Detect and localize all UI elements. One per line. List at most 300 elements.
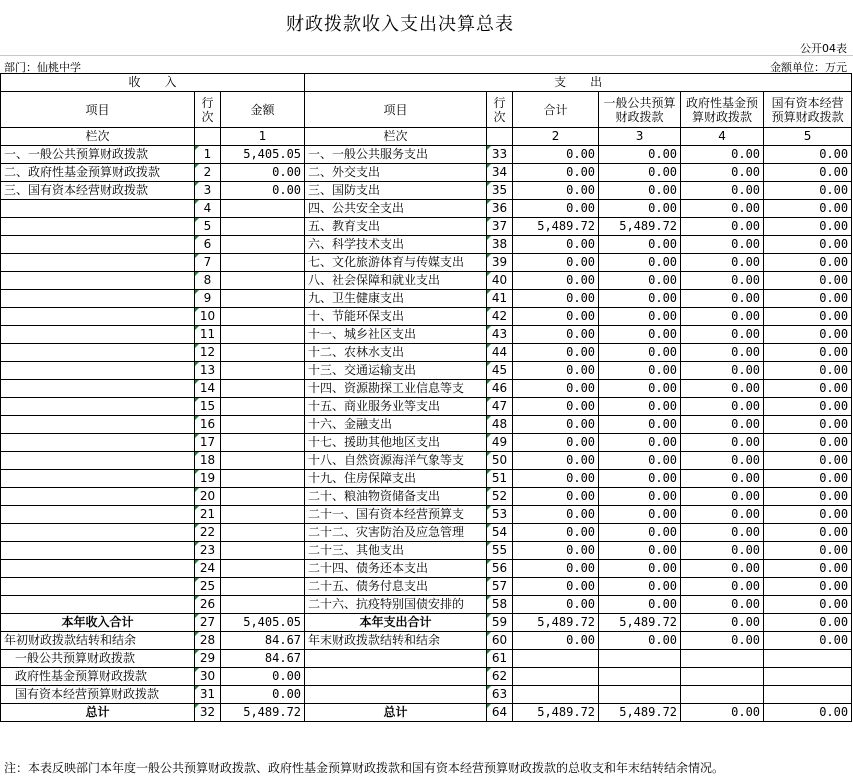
income-item-cell: [1, 524, 195, 542]
income-row-number: 14: [195, 380, 221, 398]
expense-row-number: 45: [487, 362, 513, 380]
income-item-cell: 政府性基金预算财政拨款: [1, 668, 195, 686]
income-amount-cell: 5,489.72: [221, 704, 305, 722]
lanci-empty: [195, 128, 221, 146]
gov-fund-cell: 0.00: [681, 632, 764, 650]
gov-fund-cell: [681, 650, 764, 668]
total-amount-cell: [513, 668, 599, 686]
income-item-cell: [1, 344, 195, 362]
state-capital-cell: 0.00: [764, 434, 852, 452]
income-row-number: 21: [195, 506, 221, 524]
state-capital-cell: 0.00: [764, 236, 852, 254]
total-amount-cell: 0.00: [513, 596, 599, 614]
general-budget-cell: 0.00: [599, 542, 681, 560]
general-budget-cell: 5,489.72: [599, 614, 681, 632]
general-budget-cell: 0.00: [599, 434, 681, 452]
total-amount-cell: 0.00: [513, 488, 599, 506]
income-row-number: 9: [195, 290, 221, 308]
state-capital-cell: 0.00: [764, 290, 852, 308]
income-item-cell: [1, 272, 195, 290]
expense-row-number: 56: [487, 560, 513, 578]
gov-fund-cell: 0.00: [681, 218, 764, 236]
state-capital-cell: [764, 650, 852, 668]
expense-item-cell: 十九、住房保障支出: [305, 470, 487, 488]
expense-item-cell: 六、科学技术支出: [305, 236, 487, 254]
income-amount-cell: [221, 236, 305, 254]
general-budget-cell: 0.00: [599, 632, 681, 650]
total-amount-cell: 0.00: [513, 632, 599, 650]
income-item-cell: [1, 542, 195, 560]
expense-item-cell: 五、教育支出: [305, 218, 487, 236]
income-item-cell: [1, 506, 195, 524]
general-budget-cell: 0.00: [599, 236, 681, 254]
expense-item-cell: 十二、农林水支出: [305, 344, 487, 362]
state-capital-cell: 0.00: [764, 632, 852, 650]
gov-fund-cell: 0.00: [681, 452, 764, 470]
income-item-cell: [1, 560, 195, 578]
report-title: 财政拨款收入支出决算总表: [286, 14, 514, 35]
table-row: [1, 632, 852, 650]
state-capital-cell: 0.00: [764, 344, 852, 362]
income-amount-cell: [221, 434, 305, 452]
general-budget-cell: 0.00: [599, 146, 681, 164]
income-row-number: 7: [195, 254, 221, 272]
expense-item-cell: 二十六、抗疫特别国债安排的: [305, 596, 487, 614]
table-row: [1, 560, 852, 578]
column-number-4: 4: [681, 128, 764, 146]
table-row: [1, 200, 852, 218]
expense-item-cell: 十一、城乡社区支出: [305, 326, 487, 344]
total-amount-cell: 0.00: [513, 380, 599, 398]
expense-row-number: 57: [487, 578, 513, 596]
income-amount-cell: [221, 488, 305, 506]
gov-fund-cell: 0.00: [681, 164, 764, 182]
income-row-number: 22: [195, 524, 221, 542]
table-row: [1, 308, 852, 326]
state-capital-cell: 0.00: [764, 272, 852, 290]
income-row-number: 26: [195, 596, 221, 614]
general-budget-cell: 0.00: [599, 254, 681, 272]
gov-fund-cell: 0.00: [681, 272, 764, 290]
total-amount-cell: 5,489.72: [513, 218, 599, 236]
gov-fund-cell: 0.00: [681, 308, 764, 326]
income-row-number: 10: [195, 308, 221, 326]
state-capital-cell: 0.00: [764, 164, 852, 182]
income-amount-cell: 0.00: [221, 164, 305, 182]
general-budget-cell: 0.00: [599, 452, 681, 470]
general-budget-cell: 0.00: [599, 596, 681, 614]
gov-fund-cell: 0.00: [681, 290, 764, 308]
income-amount-cell: 0.00: [221, 182, 305, 200]
income-row-number: 20: [195, 488, 221, 506]
state-capital-header: 国有资本经营预算财政拨款: [764, 92, 852, 128]
general-budget-cell: 0.00: [599, 326, 681, 344]
general-budget-cell: 0.00: [599, 524, 681, 542]
expense-row-number: 33: [487, 146, 513, 164]
income-item-cell: 年初财政拨款结转和结余: [1, 632, 195, 650]
income-row-number: 2: [195, 164, 221, 182]
income-amount-cell: [221, 398, 305, 416]
income-amount-cell: [221, 506, 305, 524]
state-capital-cell: 0.00: [764, 326, 852, 344]
total-amount-cell: [513, 650, 599, 668]
expense-row-number: 54: [487, 524, 513, 542]
expense-item-cell: 二十三、其他支出: [305, 542, 487, 560]
general-budget-cell: 0.00: [599, 560, 681, 578]
income-item-cell: 一般公共预算财政拨款: [1, 650, 195, 668]
income-row-number: 12: [195, 344, 221, 362]
expense-item-cell: 三、国防支出: [305, 182, 487, 200]
total-amount-cell: 0.00: [513, 506, 599, 524]
expense-row-number: 49: [487, 434, 513, 452]
gov-fund-cell: 0.00: [681, 362, 764, 380]
table-row: [1, 344, 852, 362]
expense-item-cell: 九、卫生健康支出: [305, 290, 487, 308]
income-row-number: 17: [195, 434, 221, 452]
general-budget-cell: 0.00: [599, 344, 681, 362]
general-budget-cell: 0.00: [599, 470, 681, 488]
gov-fund-cell: 0.00: [681, 596, 764, 614]
state-capital-cell: 0.00: [764, 596, 852, 614]
total-amount-cell: 0.00: [513, 272, 599, 290]
gov-fund-cell: [681, 686, 764, 704]
table-row: [1, 668, 852, 686]
state-capital-cell: 0.00: [764, 218, 852, 236]
income-row-number: 3: [195, 182, 221, 200]
income-item-cell: [1, 470, 195, 488]
income-row-number: 25: [195, 578, 221, 596]
income-item-cell: [1, 596, 195, 614]
table-row: [1, 488, 852, 506]
expense-item-cell: 十四、资源勘探工业信息等支: [305, 380, 487, 398]
income-item-cell: [1, 578, 195, 596]
income-amount-cell: 84.67: [221, 632, 305, 650]
column-number-2: 2: [513, 128, 599, 146]
total-amount-cell: 0.00: [513, 542, 599, 560]
general-budget-cell: [599, 650, 681, 668]
column-number-1: 1: [221, 128, 305, 146]
table-row: [1, 524, 852, 542]
expense-row-number: 34: [487, 164, 513, 182]
income-amount-cell: [221, 362, 305, 380]
lanci-label: 栏次: [1, 128, 195, 146]
income-amount-cell: [221, 344, 305, 362]
income-row-number: 15: [195, 398, 221, 416]
expense-row-number: 36: [487, 200, 513, 218]
gov-fund-cell: 0.00: [681, 614, 764, 632]
gov-fund-cell: 0.00: [681, 542, 764, 560]
total-amount-cell: [513, 686, 599, 704]
income-item-cell: [1, 200, 195, 218]
expense-item-cell: 八、社会保障和就业支出: [305, 272, 487, 290]
expense-item-cell: 十三、交通运输支出: [305, 362, 487, 380]
expense-row-number: 52: [487, 488, 513, 506]
income-item-cell: [1, 218, 195, 236]
state-capital-cell: 0.00: [764, 398, 852, 416]
income-item-cell: [1, 236, 195, 254]
table-body: [1, 146, 852, 722]
total-amount-cell: 0.00: [513, 434, 599, 452]
general-budget-cell: [599, 686, 681, 704]
table-row: [1, 542, 852, 560]
table-row: [1, 686, 852, 704]
table-row: [1, 362, 852, 380]
income-row-number: 32: [195, 704, 221, 722]
footnote: 注：本表反映部门本年度一般公共预算财政拨款、政府性基金预算财政拨款和国有资本经营预算财政拨款的总收支和年末结转结余情况。: [4, 761, 725, 775]
general-budget-cell: 0.00: [599, 362, 681, 380]
header-divider: [0, 55, 853, 56]
income-row-number: 6: [195, 236, 221, 254]
state-capital-cell: 0.00: [764, 452, 852, 470]
table-row: [1, 218, 852, 236]
income-amount-cell: [221, 416, 305, 434]
gov-fund-cell: 0.00: [681, 146, 764, 164]
expense-item-cell: 二十四、债务还本支出: [305, 560, 487, 578]
expense-item-cell: 二十、粮油物资储备支出: [305, 488, 487, 506]
income-item-cell: [1, 398, 195, 416]
expense-item-cell: 十七、援助其他地区支出: [305, 434, 487, 452]
total-amount-cell: 0.00: [513, 236, 599, 254]
table-row: [1, 290, 852, 308]
expense-row-number: 61: [487, 650, 513, 668]
state-capital-cell: 0.00: [764, 506, 852, 524]
state-capital-cell: 0.00: [764, 704, 852, 722]
income-row-number: 24: [195, 560, 221, 578]
table-row: [1, 398, 852, 416]
total-amount-cell: 0.00: [513, 290, 599, 308]
gov-fund-header: 政府性基金预算财政拨款: [681, 92, 764, 128]
table-row: [1, 416, 852, 434]
income-item-cell: 一、一般公共预算财政拨款: [1, 146, 195, 164]
total-amount-cell: 0.00: [513, 560, 599, 578]
expense-row-number: 59: [487, 614, 513, 632]
income-row-number: 4: [195, 200, 221, 218]
table-row: [1, 254, 852, 272]
income-amount-cell: [221, 326, 305, 344]
total-amount-cell: 0.00: [513, 164, 599, 182]
expense-row-number: 44: [487, 344, 513, 362]
total-amount-cell: 0.00: [513, 254, 599, 272]
expense-row-number: 48: [487, 416, 513, 434]
gov-fund-cell: 0.00: [681, 560, 764, 578]
table-row: [1, 470, 852, 488]
expense-row-number: 46: [487, 380, 513, 398]
general-budget-cell: 5,489.72: [599, 218, 681, 236]
total-amount-cell: 5,489.72: [513, 614, 599, 632]
general-budget-header: 一般公共预算财政拨款: [599, 92, 681, 128]
income-row-number: 23: [195, 542, 221, 560]
total-amount-cell: 0.00: [513, 524, 599, 542]
expense-item-cell: 二十五、债务付息支出: [305, 578, 487, 596]
expense-row-number: 50: [487, 452, 513, 470]
gov-fund-cell: 0.00: [681, 200, 764, 218]
expense-row-number: 47: [487, 398, 513, 416]
state-capital-cell: 0.00: [764, 254, 852, 272]
income-amount-cell: [221, 272, 305, 290]
table-row: [1, 596, 852, 614]
total-amount-cell: 0.00: [513, 326, 599, 344]
income-amount-cell: [221, 218, 305, 236]
total-amount-cell: 0.00: [513, 470, 599, 488]
total-header: 合计: [513, 92, 599, 128]
income-item-cell: [1, 308, 195, 326]
income-item-cell: [1, 290, 195, 308]
income-item-cell: [1, 362, 195, 380]
expense-item-cell: 七、文化旅游体育与传媒支出: [305, 254, 487, 272]
expense-item-cell: 十五、商业服务业等支出: [305, 398, 487, 416]
total-amount-cell: 0.00: [513, 200, 599, 218]
gov-fund-cell: 0.00: [681, 488, 764, 506]
expense-item-cell: 二十二、灾害防治及应急管理: [305, 524, 487, 542]
table-row: [1, 146, 852, 164]
expense-item-cell: 十六、金融支出: [305, 416, 487, 434]
total-amount-cell: 5,489.72: [513, 704, 599, 722]
income-row-number: 5: [195, 218, 221, 236]
gov-fund-cell: 0.00: [681, 182, 764, 200]
table-row: [1, 272, 852, 290]
expense-item-cell: 本年支出合计: [305, 614, 487, 632]
income-item-cell: 本年收入合计: [1, 614, 195, 632]
general-budget-cell: 0.00: [599, 308, 681, 326]
gov-fund-cell: 0.00: [681, 506, 764, 524]
income-amount-cell: 5,405.05: [221, 146, 305, 164]
general-budget-cell: 0.00: [599, 164, 681, 182]
unit-label: 金额单位：万元: [770, 61, 847, 74]
expense-row-number: 40: [487, 272, 513, 290]
expense-row-number: 37: [487, 218, 513, 236]
state-capital-cell: 0.00: [764, 470, 852, 488]
state-capital-cell: 0.00: [764, 308, 852, 326]
table-row: [1, 164, 852, 182]
income-amount-cell: [221, 560, 305, 578]
income-item-cell: 国有资本经营预算财政拨款: [1, 686, 195, 704]
state-capital-cell: 0.00: [764, 380, 852, 398]
total-amount-cell: 0.00: [513, 362, 599, 380]
income-amount-cell: [221, 596, 305, 614]
income-item-cell: [1, 434, 195, 452]
expense-item-header: 项目: [305, 92, 487, 128]
total-amount-cell: 0.00: [513, 398, 599, 416]
table-row: [1, 452, 852, 470]
general-budget-cell: 0.00: [599, 290, 681, 308]
general-budget-cell: 5,489.72: [599, 704, 681, 722]
expense-row-number: 62: [487, 668, 513, 686]
expense-item-cell: [305, 668, 487, 686]
gov-fund-cell: [681, 668, 764, 686]
expense-row-number: 42: [487, 308, 513, 326]
income-item-cell: 总计: [1, 704, 195, 722]
state-capital-cell: 0.00: [764, 560, 852, 578]
income-row-number: 16: [195, 416, 221, 434]
expense-item-cell: 年末财政拨款结转和结余: [305, 632, 487, 650]
gov-fund-cell: 0.00: [681, 704, 764, 722]
income-row-number: 11: [195, 326, 221, 344]
table-row: [1, 380, 852, 398]
gov-fund-cell: 0.00: [681, 380, 764, 398]
income-item-cell: [1, 452, 195, 470]
income-row-header: 行次: [195, 92, 221, 128]
income-amount-cell: 84.67: [221, 650, 305, 668]
expense-row-number: 41: [487, 290, 513, 308]
state-capital-cell: 0.00: [764, 200, 852, 218]
income-row-number: 29: [195, 650, 221, 668]
budget-table: [0, 73, 852, 722]
table-row: [1, 236, 852, 254]
income-amount-header: 金额: [221, 92, 305, 128]
state-capital-cell: 0.00: [764, 182, 852, 200]
income-row-number: 30: [195, 668, 221, 686]
expense-item-cell: 二十一、国有资本经营预算支: [305, 506, 487, 524]
income-row-number: 8: [195, 272, 221, 290]
table-row: [1, 182, 852, 200]
gov-fund-cell: 0.00: [681, 524, 764, 542]
income-amount-cell: [221, 524, 305, 542]
gov-fund-cell: 0.00: [681, 470, 764, 488]
income-section-header: 收 入: [1, 74, 305, 92]
gov-fund-cell: 0.00: [681, 236, 764, 254]
gov-fund-cell: 0.00: [681, 578, 764, 596]
state-capital-cell: 0.00: [764, 542, 852, 560]
income-amount-cell: [221, 200, 305, 218]
general-budget-cell: 0.00: [599, 416, 681, 434]
expense-row-number: 43: [487, 326, 513, 344]
income-item-cell: 三、国有资本经营财政拨款: [1, 182, 195, 200]
income-amount-cell: [221, 542, 305, 560]
expense-item-cell: 二、外交支出: [305, 164, 487, 182]
total-amount-cell: 0.00: [513, 308, 599, 326]
state-capital-cell: 0.00: [764, 362, 852, 380]
income-item-header: 项目: [1, 92, 195, 128]
income-item-cell: [1, 380, 195, 398]
income-amount-cell: [221, 452, 305, 470]
general-budget-cell: 0.00: [599, 578, 681, 596]
expense-item-cell: 十、节能环保支出: [305, 308, 487, 326]
table-row: [1, 704, 852, 722]
expense-row-number: 60: [487, 632, 513, 650]
income-amount-cell: [221, 254, 305, 272]
gov-fund-cell: 0.00: [681, 326, 764, 344]
income-amount-cell: [221, 290, 305, 308]
state-capital-cell: 0.00: [764, 488, 852, 506]
general-budget-cell: 0.00: [599, 182, 681, 200]
income-row-number: 1: [195, 146, 221, 164]
expense-row-number: 63: [487, 686, 513, 704]
gov-fund-cell: 0.00: [681, 434, 764, 452]
gov-fund-cell: 0.00: [681, 344, 764, 362]
gov-fund-cell: 0.00: [681, 398, 764, 416]
income-amount-cell: [221, 578, 305, 596]
income-item-cell: [1, 254, 195, 272]
column-number-3: 3: [599, 128, 681, 146]
expense-row-number: 53: [487, 506, 513, 524]
general-budget-cell: 0.00: [599, 272, 681, 290]
income-amount-cell: [221, 380, 305, 398]
total-amount-cell: 0.00: [513, 416, 599, 434]
expense-row-header: 行次: [487, 92, 513, 128]
expense-item-cell: [305, 686, 487, 704]
table-row: [1, 326, 852, 344]
form-number: 公开04表: [800, 42, 847, 55]
expense-item-cell: 一、一般公共服务支出: [305, 146, 487, 164]
income-row-number: 27: [195, 614, 221, 632]
expense-row-number: 58: [487, 596, 513, 614]
income-amount-cell: [221, 308, 305, 326]
expense-item-cell: 总计: [305, 704, 487, 722]
income-item-cell: [1, 416, 195, 434]
table-row: [1, 578, 852, 596]
income-amount-cell: 0.00: [221, 668, 305, 686]
expense-item-cell: [305, 650, 487, 668]
